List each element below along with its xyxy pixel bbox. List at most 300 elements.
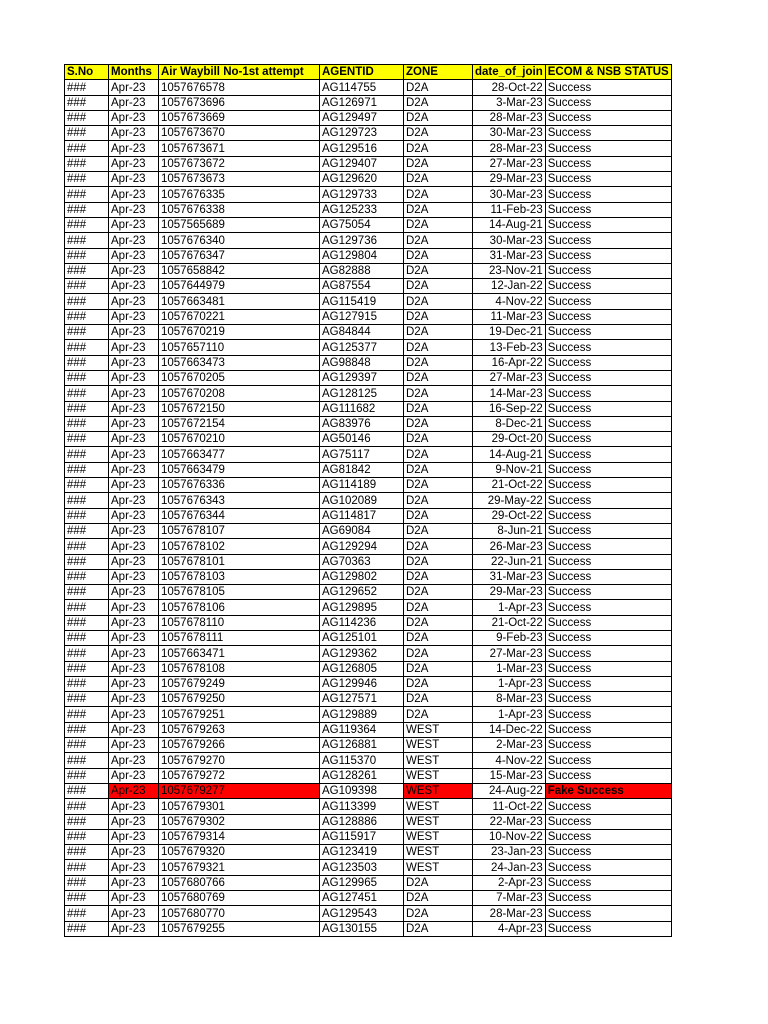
cell-agentid[interactable]: AG129397	[320, 370, 404, 385]
cell-date-of-join[interactable]: 23-Nov-21	[473, 263, 546, 278]
cell-month[interactable]: Apr-23	[109, 600, 159, 615]
cell-sno[interactable]: ###	[65, 600, 109, 615]
cell-sno[interactable]: ###	[65, 80, 109, 95]
cell-date-of-join[interactable]: 1-Apr-23	[473, 600, 546, 615]
cell-date-of-join[interactable]: 14-Aug-21	[473, 217, 546, 232]
cell-zone[interactable]: WEST	[404, 738, 473, 753]
cell-zone[interactable]: D2A	[404, 370, 473, 385]
cell-sno[interactable]: ###	[65, 768, 109, 783]
cell-status[interactable]: Success	[545, 187, 671, 202]
cell-zone[interactable]: D2A	[404, 875, 473, 890]
cell-month[interactable]: Apr-23	[109, 768, 159, 783]
cell-month[interactable]: Apr-23	[109, 615, 159, 630]
cell-agentid[interactable]: AG114817	[320, 508, 404, 523]
cell-zone[interactable]: D2A	[404, 416, 473, 431]
cell-air-waybill[interactable]: 1057673671	[159, 141, 320, 156]
cell-air-waybill[interactable]: 1057680766	[159, 875, 320, 890]
cell-date-of-join[interactable]: 9-Nov-21	[473, 462, 546, 477]
cell-sno[interactable]: ###	[65, 799, 109, 814]
cell-sno[interactable]: ###	[65, 875, 109, 890]
cell-sno[interactable]: ###	[65, 891, 109, 906]
cell-sno[interactable]: ###	[65, 646, 109, 661]
cell-sno[interactable]: ###	[65, 783, 109, 798]
cell-zone[interactable]: D2A	[404, 615, 473, 630]
cell-air-waybill[interactable]: 1057679314	[159, 829, 320, 844]
cell-status[interactable]: Success	[545, 600, 671, 615]
cell-agentid[interactable]: AG75054	[320, 217, 404, 232]
cell-month[interactable]: Apr-23	[109, 692, 159, 707]
cell-zone[interactable]: D2A	[404, 447, 473, 462]
cell-status[interactable]: Success	[545, 279, 671, 294]
cell-month[interactable]: Apr-23	[109, 172, 159, 187]
cell-zone[interactable]: D2A	[404, 661, 473, 676]
cell-month[interactable]: Apr-23	[109, 202, 159, 217]
cell-status[interactable]: Success	[545, 141, 671, 156]
cell-status[interactable]: Success	[545, 875, 671, 890]
cell-air-waybill[interactable]: 1057673673	[159, 172, 320, 187]
cell-zone[interactable]: D2A	[404, 493, 473, 508]
cell-sno[interactable]: ###	[65, 630, 109, 645]
cell-date-of-join[interactable]: 29-Oct-22	[473, 508, 546, 523]
cell-air-waybill[interactable]: 1057673672	[159, 156, 320, 171]
cell-agentid[interactable]: AG129543	[320, 906, 404, 921]
cell-date-of-join[interactable]: 16-Apr-22	[473, 355, 546, 370]
cell-date-of-join[interactable]: 29-Mar-23	[473, 172, 546, 187]
cell-air-waybill[interactable]: 1057680770	[159, 906, 320, 921]
cell-date-of-join[interactable]: 11-Feb-23	[473, 202, 546, 217]
cell-zone[interactable]: D2A	[404, 508, 473, 523]
cell-air-waybill[interactable]: 1057679270	[159, 753, 320, 768]
cell-agentid[interactable]: AG115370	[320, 753, 404, 768]
cell-month[interactable]: Apr-23	[109, 493, 159, 508]
cell-sno[interactable]: ###	[65, 202, 109, 217]
cell-status[interactable]: Success	[545, 569, 671, 584]
cell-sno[interactable]: ###	[65, 340, 109, 355]
cell-status[interactable]: Success	[545, 217, 671, 232]
cell-month[interactable]: Apr-23	[109, 432, 159, 447]
cell-date-of-join[interactable]: 23-Jan-23	[473, 845, 546, 860]
cell-air-waybill[interactable]: 1057679250	[159, 692, 320, 707]
cell-air-waybill[interactable]: 1057679277	[159, 783, 320, 798]
cell-air-waybill[interactable]: 1057678106	[159, 600, 320, 615]
cell-sno[interactable]: ###	[65, 478, 109, 493]
cell-month[interactable]: Apr-23	[109, 921, 159, 936]
cell-zone[interactable]: D2A	[404, 569, 473, 584]
cell-status[interactable]: Success	[545, 814, 671, 829]
cell-date-of-join[interactable]: 12-Jan-22	[473, 279, 546, 294]
cell-date-of-join[interactable]: 27-Mar-23	[473, 646, 546, 661]
cell-zone[interactable]: D2A	[404, 263, 473, 278]
cell-zone[interactable]: D2A	[404, 233, 473, 248]
cell-agentid[interactable]: AG125233	[320, 202, 404, 217]
cell-status[interactable]: Success	[545, 340, 671, 355]
cell-air-waybill[interactable]: 1057679302	[159, 814, 320, 829]
cell-sno[interactable]: ###	[65, 370, 109, 385]
cell-month[interactable]: Apr-23	[109, 585, 159, 600]
cell-status[interactable]: Success	[545, 447, 671, 462]
cell-agentid[interactable]: AG114755	[320, 80, 404, 95]
cell-zone[interactable]: D2A	[404, 126, 473, 141]
cell-status[interactable]: Success	[545, 676, 671, 691]
cell-agentid[interactable]: AG81842	[320, 462, 404, 477]
cell-zone[interactable]: D2A	[404, 692, 473, 707]
cell-status[interactable]: Success	[545, 692, 671, 707]
cell-date-of-join[interactable]: 11-Mar-23	[473, 309, 546, 324]
cell-sno[interactable]: ###	[65, 707, 109, 722]
cell-sno[interactable]: ###	[65, 126, 109, 141]
cell-status[interactable]: Success	[545, 508, 671, 523]
cell-status[interactable]: Success	[545, 95, 671, 110]
cell-status[interactable]: Fake Success	[545, 783, 671, 798]
cell-zone[interactable]: WEST	[404, 799, 473, 814]
cell-month[interactable]: Apr-23	[109, 95, 159, 110]
cell-date-of-join[interactable]: 28-Mar-23	[473, 906, 546, 921]
cell-agentid[interactable]: AG129407	[320, 156, 404, 171]
cell-zone[interactable]: D2A	[404, 630, 473, 645]
cell-status[interactable]: Success	[545, 263, 671, 278]
header-date-of-join[interactable]: date_of_join	[473, 65, 546, 80]
cell-air-waybill[interactable]: 1057676336	[159, 478, 320, 493]
cell-status[interactable]: Success	[545, 722, 671, 737]
cell-sno[interactable]: ###	[65, 921, 109, 936]
cell-agentid[interactable]: AG69084	[320, 523, 404, 538]
cell-sno[interactable]: ###	[65, 738, 109, 753]
cell-zone[interactable]: D2A	[404, 676, 473, 691]
cell-date-of-join[interactable]: 4-Apr-23	[473, 921, 546, 936]
cell-date-of-join[interactable]: 8-Dec-21	[473, 416, 546, 431]
cell-sno[interactable]: ###	[65, 829, 109, 844]
cell-sno[interactable]: ###	[65, 906, 109, 921]
cell-month[interactable]: Apr-23	[109, 126, 159, 141]
cell-zone[interactable]: D2A	[404, 141, 473, 156]
cell-air-waybill[interactable]: 1057678107	[159, 523, 320, 538]
cell-month[interactable]: Apr-23	[109, 279, 159, 294]
cell-air-waybill[interactable]: 1057678108	[159, 661, 320, 676]
cell-month[interactable]: Apr-23	[109, 630, 159, 645]
cell-status[interactable]: Success	[545, 891, 671, 906]
cell-air-waybill[interactable]: 1057670205	[159, 370, 320, 385]
cell-status[interactable]: Success	[545, 370, 671, 385]
cell-zone[interactable]: D2A	[404, 585, 473, 600]
cell-month[interactable]: Apr-23	[109, 539, 159, 554]
cell-status[interactable]: Success	[545, 80, 671, 95]
cell-sno[interactable]: ###	[65, 539, 109, 554]
cell-agentid[interactable]: AG129736	[320, 233, 404, 248]
cell-agentid[interactable]: AG84844	[320, 325, 404, 340]
cell-agentid[interactable]: AG129620	[320, 172, 404, 187]
cell-date-of-join[interactable]: 2-Mar-23	[473, 738, 546, 753]
cell-air-waybill[interactable]: 1057663473	[159, 355, 320, 370]
cell-date-of-join[interactable]: 30-Mar-23	[473, 187, 546, 202]
cell-air-waybill[interactable]: 1057676343	[159, 493, 320, 508]
cell-sno[interactable]: ###	[65, 386, 109, 401]
cell-date-of-join[interactable]: 1-Mar-23	[473, 661, 546, 676]
cell-sno[interactable]: ###	[65, 508, 109, 523]
cell-date-of-join[interactable]: 7-Mar-23	[473, 891, 546, 906]
cell-status[interactable]: Success	[545, 416, 671, 431]
cell-date-of-join[interactable]: 2-Apr-23	[473, 875, 546, 890]
cell-agentid[interactable]: AG114236	[320, 615, 404, 630]
cell-status[interactable]: Success	[545, 432, 671, 447]
cell-agentid[interactable]: AG129652	[320, 585, 404, 600]
cell-sno[interactable]: ###	[65, 447, 109, 462]
cell-month[interactable]: Apr-23	[109, 325, 159, 340]
cell-date-of-join[interactable]: 21-Oct-22	[473, 478, 546, 493]
cell-status[interactable]: Success	[545, 630, 671, 645]
cell-date-of-join[interactable]: 29-Oct-20	[473, 432, 546, 447]
cell-sno[interactable]: ###	[65, 585, 109, 600]
cell-agentid[interactable]: AG111682	[320, 401, 404, 416]
cell-sno[interactable]: ###	[65, 493, 109, 508]
cell-status[interactable]: Success	[545, 325, 671, 340]
cell-month[interactable]: Apr-23	[109, 829, 159, 844]
cell-zone[interactable]: D2A	[404, 248, 473, 263]
cell-status[interactable]: Success	[545, 906, 671, 921]
cell-zone[interactable]: D2A	[404, 401, 473, 416]
cell-agentid[interactable]: AG129895	[320, 600, 404, 615]
cell-air-waybill[interactable]: 1057676578	[159, 80, 320, 95]
cell-agentid[interactable]: AG129889	[320, 707, 404, 722]
cell-air-waybill[interactable]: 1057679301	[159, 799, 320, 814]
cell-air-waybill[interactable]: 1057679272	[159, 768, 320, 783]
cell-status[interactable]: Success	[545, 738, 671, 753]
cell-agentid[interactable]: AG129965	[320, 875, 404, 890]
header-zone[interactable]: ZONE	[404, 65, 473, 80]
cell-date-of-join[interactable]: 29-May-22	[473, 493, 546, 508]
cell-sno[interactable]: ###	[65, 355, 109, 370]
cell-zone[interactable]: D2A	[404, 340, 473, 355]
cell-status[interactable]: Success	[545, 845, 671, 860]
cell-status[interactable]: Success	[545, 202, 671, 217]
cell-air-waybill[interactable]: 1057663471	[159, 646, 320, 661]
cell-agentid[interactable]: AG83976	[320, 416, 404, 431]
cell-month[interactable]: Apr-23	[109, 462, 159, 477]
cell-sno[interactable]: ###	[65, 141, 109, 156]
cell-month[interactable]: Apr-23	[109, 294, 159, 309]
cell-sno[interactable]: ###	[65, 432, 109, 447]
cell-sno[interactable]: ###	[65, 692, 109, 707]
cell-date-of-join[interactable]: 4-Nov-22	[473, 294, 546, 309]
cell-status[interactable]: Success	[545, 768, 671, 783]
cell-month[interactable]: Apr-23	[109, 110, 159, 125]
cell-air-waybill[interactable]: 1057565689	[159, 217, 320, 232]
cell-month[interactable]: Apr-23	[109, 340, 159, 355]
cell-air-waybill[interactable]: 1057676338	[159, 202, 320, 217]
cell-zone[interactable]: D2A	[404, 386, 473, 401]
cell-status[interactable]: Success	[545, 493, 671, 508]
cell-status[interactable]: Success	[545, 401, 671, 416]
cell-month[interactable]: Apr-23	[109, 814, 159, 829]
cell-sno[interactable]: ###	[65, 814, 109, 829]
cell-date-of-join[interactable]: 14-Dec-22	[473, 722, 546, 737]
cell-agentid[interactable]: AG75117	[320, 447, 404, 462]
cell-agentid[interactable]: AG129294	[320, 539, 404, 554]
cell-air-waybill[interactable]: 1057678111	[159, 630, 320, 645]
header-air-waybill[interactable]: Air Waybill No-1st attempt	[159, 65, 320, 80]
cell-date-of-join[interactable]: 27-Mar-23	[473, 370, 546, 385]
cell-air-waybill[interactable]: 1057678105	[159, 585, 320, 600]
cell-sno[interactable]: ###	[65, 187, 109, 202]
cell-zone[interactable]: D2A	[404, 554, 473, 569]
cell-zone[interactable]: D2A	[404, 294, 473, 309]
cell-sno[interactable]: ###	[65, 661, 109, 676]
cell-zone[interactable]: WEST	[404, 768, 473, 783]
cell-status[interactable]: Success	[545, 172, 671, 187]
cell-status[interactable]: Success	[545, 248, 671, 263]
cell-zone[interactable]: D2A	[404, 600, 473, 615]
cell-air-waybill[interactable]: 1057676344	[159, 508, 320, 523]
cell-month[interactable]: Apr-23	[109, 676, 159, 691]
cell-date-of-join[interactable]: 22-Mar-23	[473, 814, 546, 829]
cell-date-of-join[interactable]: 24-Jan-23	[473, 860, 546, 875]
cell-date-of-join[interactable]: 14-Mar-23	[473, 386, 546, 401]
cell-status[interactable]: Success	[545, 539, 671, 554]
cell-month[interactable]: Apr-23	[109, 845, 159, 860]
cell-month[interactable]: Apr-23	[109, 783, 159, 798]
cell-air-waybill[interactable]: 1057657110	[159, 340, 320, 355]
header-months[interactable]: Months	[109, 65, 159, 80]
cell-agentid[interactable]: AG125101	[320, 630, 404, 645]
cell-agentid[interactable]: AG128125	[320, 386, 404, 401]
cell-air-waybill[interactable]: 1057663481	[159, 294, 320, 309]
cell-zone[interactable]: D2A	[404, 478, 473, 493]
cell-zone[interactable]: D2A	[404, 80, 473, 95]
cell-agentid[interactable]: AG126805	[320, 661, 404, 676]
cell-zone[interactable]: D2A	[404, 707, 473, 722]
cell-status[interactable]: Success	[545, 554, 671, 569]
cell-date-of-join[interactable]: 28-Oct-22	[473, 80, 546, 95]
cell-date-of-join[interactable]: 24-Aug-22	[473, 783, 546, 798]
cell-air-waybill[interactable]: 1057679251	[159, 707, 320, 722]
cell-month[interactable]: Apr-23	[109, 355, 159, 370]
cell-air-waybill[interactable]: 1057670221	[159, 309, 320, 324]
cell-status[interactable]: Success	[545, 462, 671, 477]
cell-date-of-join[interactable]: 10-Nov-22	[473, 829, 546, 844]
cell-date-of-join[interactable]: 30-Mar-23	[473, 233, 546, 248]
cell-month[interactable]: Apr-23	[109, 875, 159, 890]
cell-date-of-join[interactable]: 14-Aug-21	[473, 447, 546, 462]
cell-sno[interactable]: ###	[65, 615, 109, 630]
cell-air-waybill[interactable]: 1057679263	[159, 722, 320, 737]
cell-date-of-join[interactable]: 30-Mar-23	[473, 126, 546, 141]
cell-sno[interactable]: ###	[65, 233, 109, 248]
cell-status[interactable]: Success	[545, 355, 671, 370]
cell-date-of-join[interactable]: 28-Mar-23	[473, 110, 546, 125]
cell-zone[interactable]: D2A	[404, 110, 473, 125]
cell-status[interactable]: Success	[545, 860, 671, 875]
cell-month[interactable]: Apr-23	[109, 386, 159, 401]
cell-zone[interactable]: WEST	[404, 783, 473, 798]
cell-sno[interactable]: ###	[65, 156, 109, 171]
cell-air-waybill[interactable]: 1057673696	[159, 95, 320, 110]
cell-zone[interactable]: WEST	[404, 753, 473, 768]
cell-month[interactable]: Apr-23	[109, 891, 159, 906]
cell-agentid[interactable]: AG129802	[320, 569, 404, 584]
cell-agentid[interactable]: AG115419	[320, 294, 404, 309]
cell-zone[interactable]: D2A	[404, 906, 473, 921]
cell-zone[interactable]: D2A	[404, 462, 473, 477]
cell-sno[interactable]: ###	[65, 279, 109, 294]
cell-date-of-join[interactable]: 9-Feb-23	[473, 630, 546, 645]
cell-sno[interactable]: ###	[65, 753, 109, 768]
cell-zone[interactable]: D2A	[404, 156, 473, 171]
cell-agentid[interactable]: AG127915	[320, 309, 404, 324]
cell-date-of-join[interactable]: 21-Oct-22	[473, 615, 546, 630]
cell-agentid[interactable]: AG129804	[320, 248, 404, 263]
cell-date-of-join[interactable]: 22-Jun-21	[473, 554, 546, 569]
cell-air-waybill[interactable]: 1057678103	[159, 569, 320, 584]
cell-sno[interactable]: ###	[65, 569, 109, 584]
cell-sno[interactable]: ###	[65, 860, 109, 875]
cell-sno[interactable]: ###	[65, 325, 109, 340]
cell-month[interactable]: Apr-23	[109, 141, 159, 156]
cell-month[interactable]: Apr-23	[109, 508, 159, 523]
cell-zone[interactable]: D2A	[404, 172, 473, 187]
cell-zone[interactable]: WEST	[404, 845, 473, 860]
cell-sno[interactable]: ###	[65, 294, 109, 309]
cell-date-of-join[interactable]: 13-Feb-23	[473, 340, 546, 355]
cell-agentid[interactable]: AG129516	[320, 141, 404, 156]
cell-status[interactable]: Success	[545, 294, 671, 309]
cell-month[interactable]: Apr-23	[109, 217, 159, 232]
cell-sno[interactable]: ###	[65, 722, 109, 737]
cell-zone[interactable]: D2A	[404, 921, 473, 936]
cell-month[interactable]: Apr-23	[109, 447, 159, 462]
cell-month[interactable]: Apr-23	[109, 860, 159, 875]
cell-air-waybill[interactable]: 1057678102	[159, 539, 320, 554]
cell-sno[interactable]: ###	[65, 523, 109, 538]
cell-status[interactable]: Success	[545, 661, 671, 676]
cell-date-of-join[interactable]: 4-Nov-22	[473, 753, 546, 768]
cell-month[interactable]: Apr-23	[109, 156, 159, 171]
cell-zone[interactable]: D2A	[404, 355, 473, 370]
cell-sno[interactable]: ###	[65, 217, 109, 232]
cell-month[interactable]: Apr-23	[109, 738, 159, 753]
cell-status[interactable]: Success	[545, 585, 671, 600]
cell-agentid[interactable]: AG129733	[320, 187, 404, 202]
cell-sno[interactable]: ###	[65, 845, 109, 860]
cell-sno[interactable]: ###	[65, 462, 109, 477]
cell-agentid[interactable]: AG128886	[320, 814, 404, 829]
cell-month[interactable]: Apr-23	[109, 401, 159, 416]
header-status[interactable]: ECOM & NSB STATUS	[545, 65, 671, 80]
cell-agentid[interactable]: AG129946	[320, 676, 404, 691]
cell-status[interactable]: Success	[545, 478, 671, 493]
cell-zone[interactable]: D2A	[404, 217, 473, 232]
cell-zone[interactable]: WEST	[404, 814, 473, 829]
cell-month[interactable]: Apr-23	[109, 370, 159, 385]
cell-agentid[interactable]: AG87554	[320, 279, 404, 294]
cell-date-of-join[interactable]: 8-Jun-21	[473, 523, 546, 538]
header-agentid[interactable]: AGENTID	[320, 65, 404, 80]
cell-zone[interactable]: D2A	[404, 646, 473, 661]
cell-agentid[interactable]: AG114189	[320, 478, 404, 493]
cell-air-waybill[interactable]: 1057679255	[159, 921, 320, 936]
cell-sno[interactable]: ###	[65, 248, 109, 263]
cell-agentid[interactable]: AG115917	[320, 829, 404, 844]
cell-air-waybill[interactable]: 1057678101	[159, 554, 320, 569]
cell-date-of-join[interactable]: 16-Sep-22	[473, 401, 546, 416]
cell-agentid[interactable]: AG129723	[320, 126, 404, 141]
cell-month[interactable]: Apr-23	[109, 80, 159, 95]
cell-air-waybill[interactable]: 1057663479	[159, 462, 320, 477]
cell-air-waybill[interactable]: 1057672150	[159, 401, 320, 416]
cell-zone[interactable]: D2A	[404, 523, 473, 538]
cell-date-of-join[interactable]: 19-Dec-21	[473, 325, 546, 340]
cell-air-waybill[interactable]: 1057678110	[159, 615, 320, 630]
cell-air-waybill[interactable]: 1057679321	[159, 860, 320, 875]
cell-sno[interactable]: ###	[65, 263, 109, 278]
